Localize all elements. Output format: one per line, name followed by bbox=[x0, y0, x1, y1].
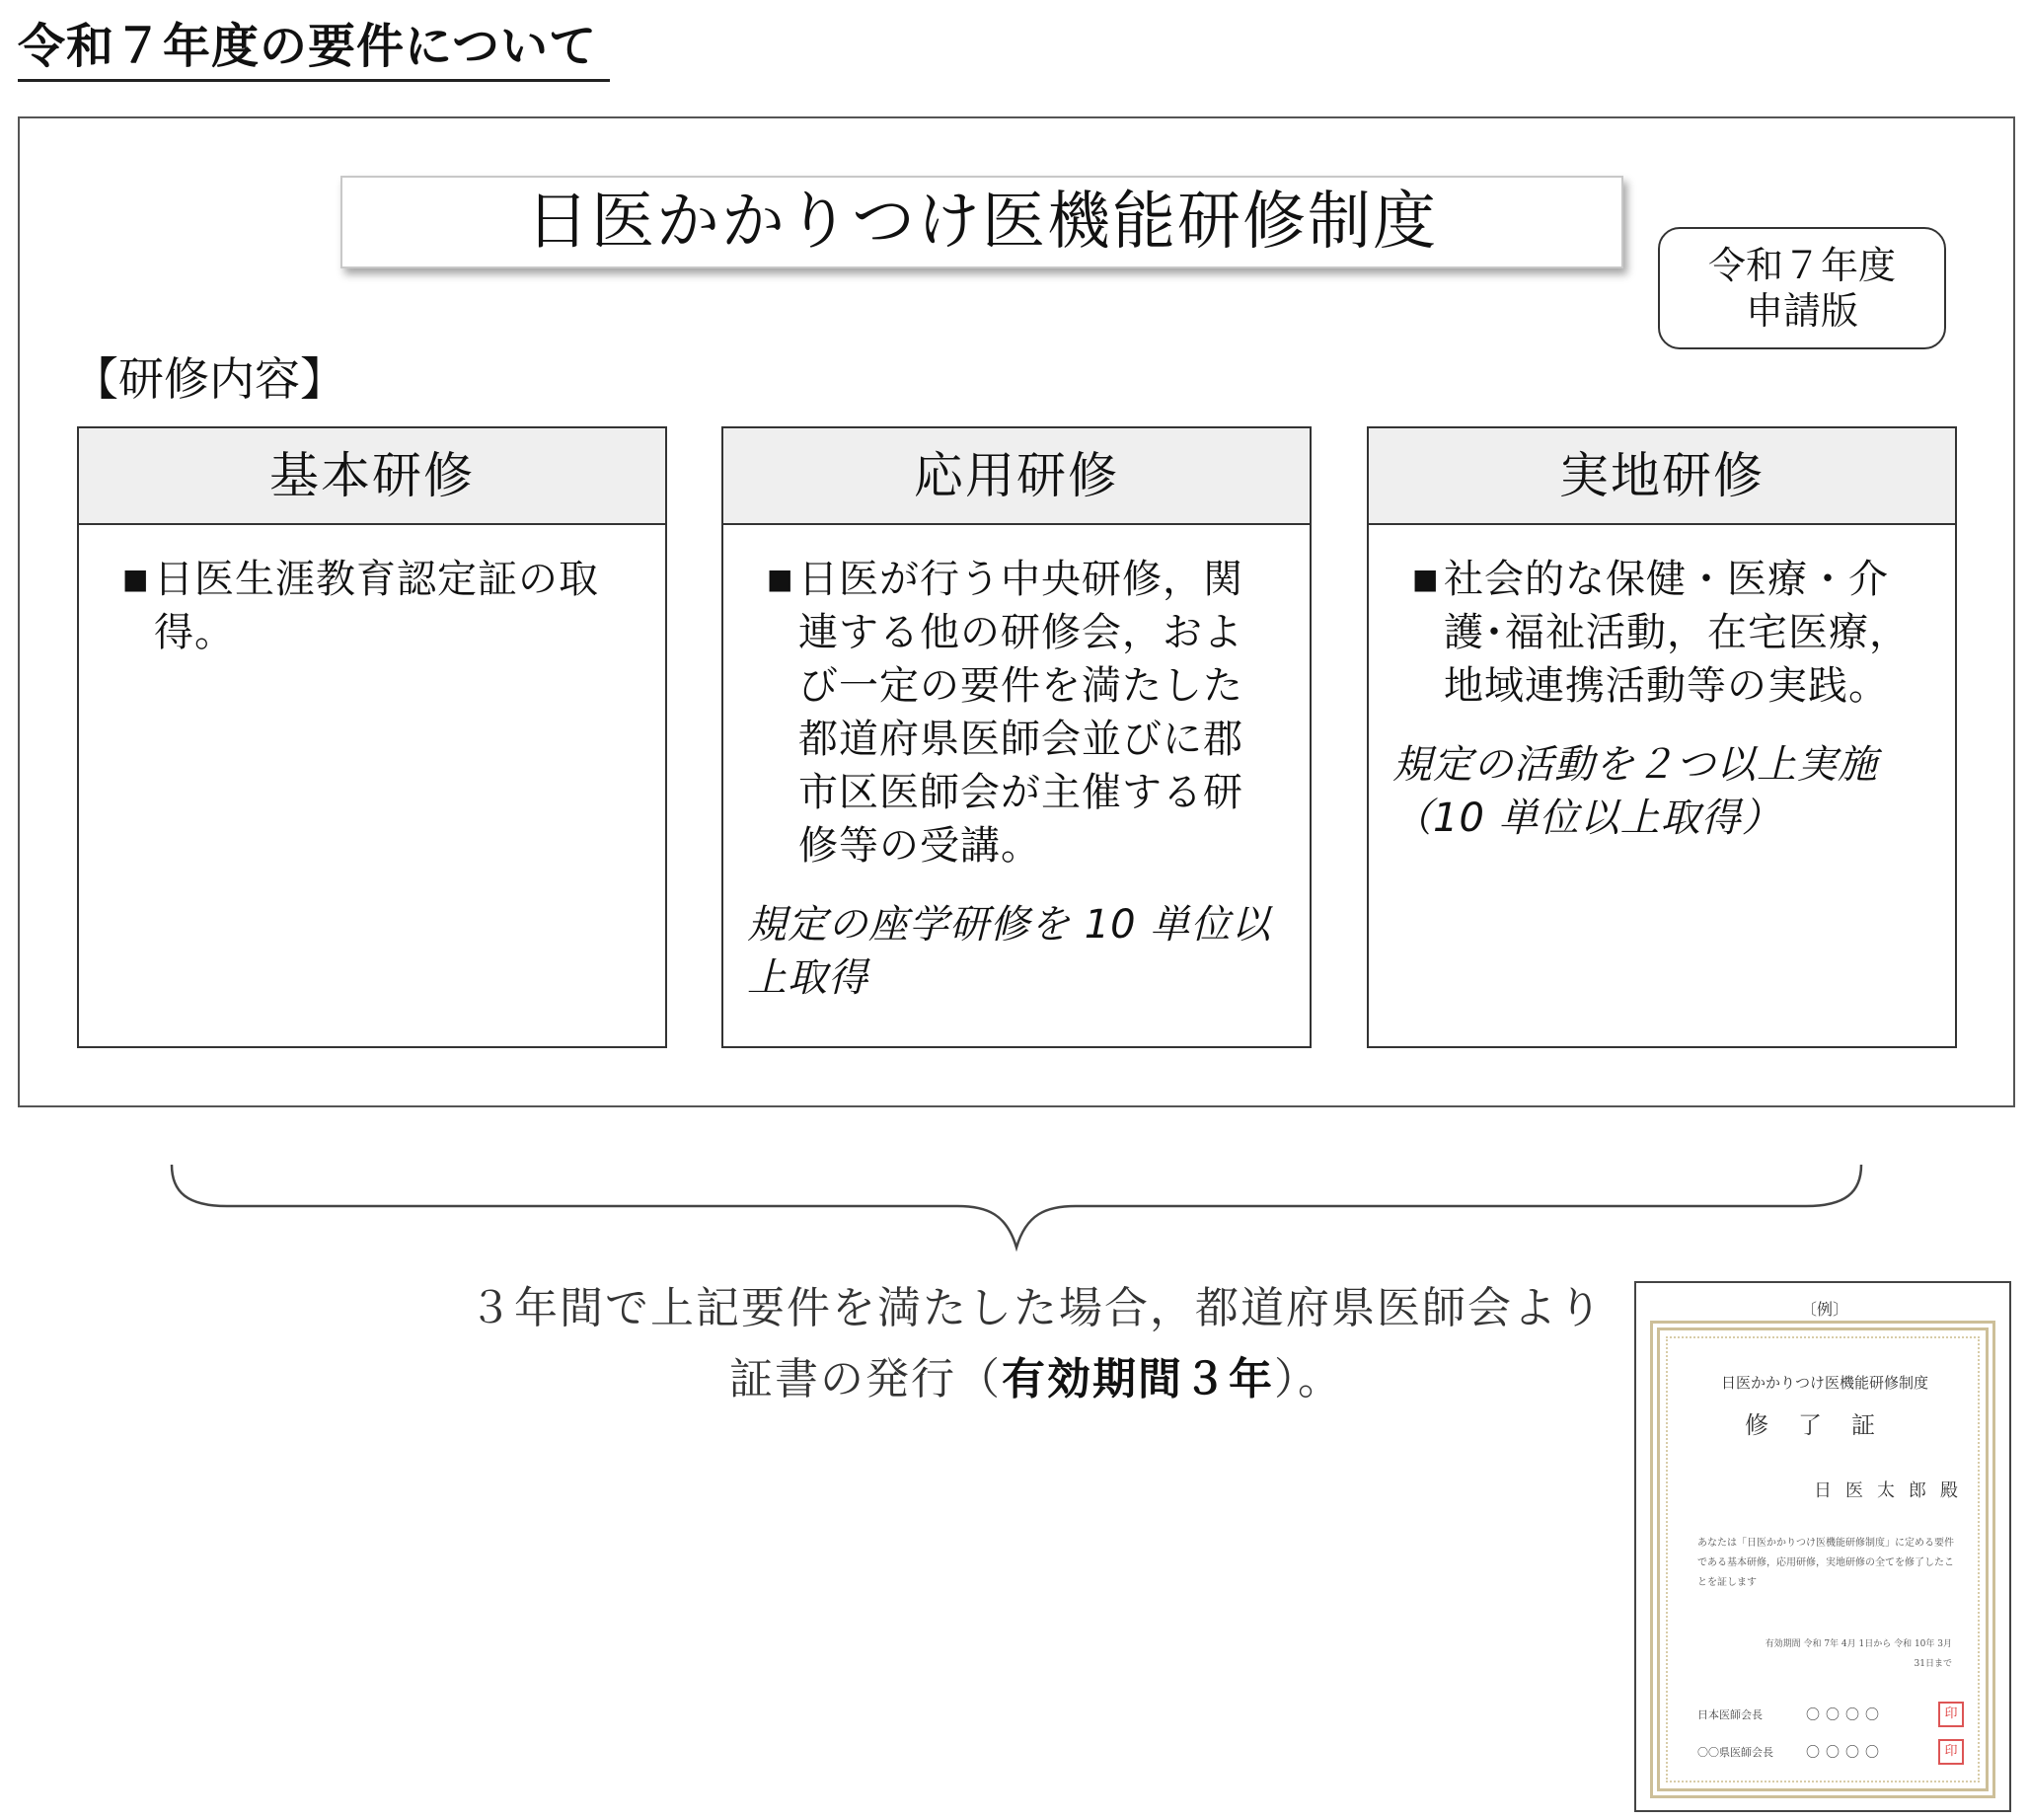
card-bullet bbox=[1412, 553, 1925, 713]
card-title: 応用研修 bbox=[723, 428, 1310, 525]
square-bullet-icon: ■ bbox=[767, 563, 794, 595]
card-bullet bbox=[767, 553, 1280, 872]
edition-badge-line2: 申請版 bbox=[1745, 289, 1858, 333]
result-line2-prefix: 証書の発行（ bbox=[729, 1354, 1002, 1404]
card-note: 規定の活動を２つ以上実施（10 単位以上取得） bbox=[1392, 742, 1878, 841]
certificate-program: 日医かかりつけ医機能研修制度 bbox=[1720, 1374, 1928, 1392]
card-basic-training bbox=[77, 426, 667, 1048]
result-line1: ３年間で上記要件を満たした場合，都道府県医師会より bbox=[469, 1283, 1604, 1333]
card-bullet-text: 社会的な保健・医療・介護･福祉活動，在宅医療，地域連携活動等の実践。 bbox=[1444, 557, 1910, 709]
card-bullet-text: 日医生涯教育認定証の取得。 bbox=[154, 557, 599, 655]
result-line2 bbox=[414, 1344, 1658, 1415]
section-label: 【研修内容】 bbox=[73, 352, 345, 406]
certificate-body: あなたは「日医かかりつけ医機能研修制度」に定める要件である基本研修，応用研修，実地研修の全てを修了したことを証します bbox=[1697, 1538, 1954, 1588]
result-text bbox=[414, 1273, 1658, 1415]
certificate-title: 修了証 bbox=[1745, 1411, 1905, 1439]
card-applied-training bbox=[721, 426, 1312, 1048]
page-heading: 令和７年度の要件について bbox=[18, 14, 610, 82]
certificate-signer bbox=[1697, 1739, 1964, 1765]
certificate-sample bbox=[1634, 1281, 2011, 1812]
result-line2-suffix: ）。 bbox=[1274, 1354, 1343, 1404]
card-bullet bbox=[122, 553, 636, 659]
certificate-signer bbox=[1697, 1702, 1964, 1727]
signer-role: 〇〇県医師会長 bbox=[1697, 1746, 1773, 1759]
card-title: 実地研修 bbox=[1369, 428, 1955, 525]
signer-role: 日本医師会長 bbox=[1697, 1708, 1763, 1721]
edition-badge bbox=[1658, 227, 1946, 349]
card-bullet-text: 日医が行う中央研修，関連する他の研修会，および一定の要件を満たした都道府県医師会並びに郡市区医師会が主催する研修等の受講。 bbox=[798, 557, 1243, 869]
card-note: 規定の座学研修を 10 単位以上取得 bbox=[747, 902, 1272, 1001]
validity-period: 有効期間３年 bbox=[1002, 1354, 1274, 1404]
square-bullet-icon: ■ bbox=[122, 563, 150, 595]
certificate-recipient: 日医太郎殿 bbox=[1814, 1480, 1972, 1501]
signer-name: 〇〇〇〇 bbox=[1806, 1745, 1885, 1761]
program-title-banner: 日医かかりつけ医機能研修制度 bbox=[340, 176, 1623, 268]
square-bullet-icon: ■ bbox=[1412, 563, 1440, 595]
seal-stamp-icon: 印 bbox=[1938, 1739, 1964, 1765]
card-field-training bbox=[1367, 426, 1957, 1048]
certificate-dates: 有効期間 令和 7年 4月 1日から 令和 10年 3月31日まで bbox=[1765, 1639, 1952, 1669]
seal-stamp-icon: 印 bbox=[1938, 1702, 1964, 1727]
signer-name: 〇〇〇〇 bbox=[1806, 1707, 1885, 1723]
curly-brace-icon bbox=[168, 1163, 1865, 1251]
edition-badge-line1: 令和７年度 bbox=[1707, 244, 1896, 287]
certificate-example-label: 〔例〕 bbox=[1800, 1300, 1848, 1319]
card-title: 基本研修 bbox=[79, 428, 665, 525]
